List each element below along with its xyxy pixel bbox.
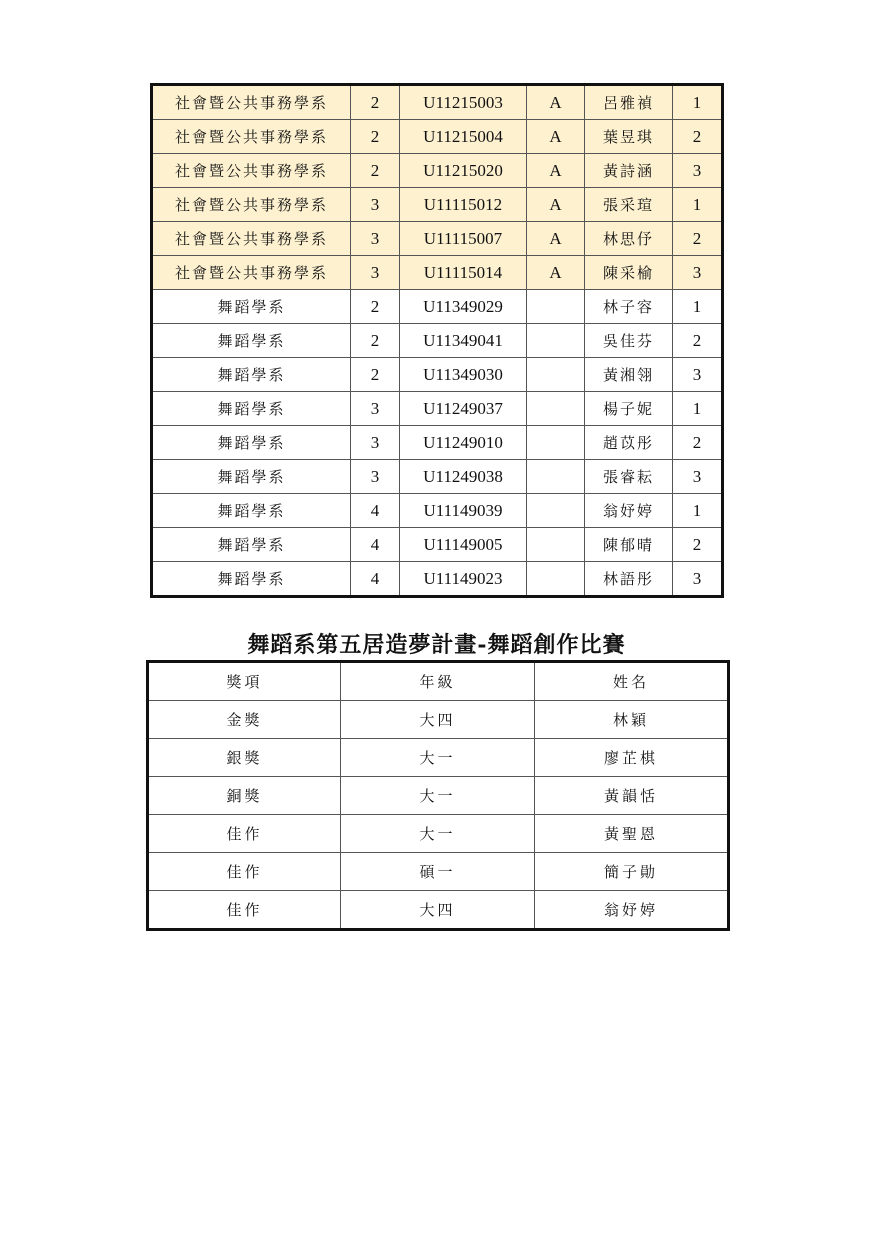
class-cell: A	[527, 188, 585, 222]
table-row	[152, 494, 723, 528]
table-row	[152, 358, 723, 392]
rank-cell: 3	[673, 256, 723, 290]
class-cell	[527, 324, 585, 358]
student-id-cell: U11349029	[400, 290, 527, 324]
rank-cell: 1	[673, 392, 723, 426]
name-cell: 黃韻恬	[535, 777, 729, 815]
grade-cell: 大四	[341, 891, 535, 930]
name-cell: 吳佳芬	[585, 324, 673, 358]
rank-cell: 2	[673, 426, 723, 460]
table-row	[152, 188, 723, 222]
table-row	[152, 222, 723, 256]
class-cell	[527, 562, 585, 597]
grade-cell: 3	[351, 392, 400, 426]
table-row	[148, 815, 729, 853]
grade-cell: 3	[351, 222, 400, 256]
class-cell	[527, 290, 585, 324]
table-row	[152, 460, 723, 494]
award-cell: 佳作	[148, 815, 341, 853]
table-row	[152, 562, 723, 597]
class-cell: A	[527, 222, 585, 256]
class-cell	[527, 392, 585, 426]
grade-cell: 大一	[341, 815, 535, 853]
grade-cell: 2	[351, 85, 400, 120]
grade-cell: 4	[351, 562, 400, 597]
table-row	[152, 256, 723, 290]
class-cell: A	[527, 85, 585, 120]
table-row	[148, 777, 729, 815]
rank-cell: 3	[673, 562, 723, 597]
grade-cell: 2	[351, 324, 400, 358]
header-grade: 年級	[341, 662, 535, 701]
rank-cell: 2	[673, 528, 723, 562]
table-row	[152, 120, 723, 154]
table-row	[148, 891, 729, 930]
class-cell	[527, 528, 585, 562]
name-cell: 林子容	[585, 290, 673, 324]
class-cell	[527, 426, 585, 460]
name-cell: 林語彤	[585, 562, 673, 597]
student-id-cell: U11349030	[400, 358, 527, 392]
student-id-cell: U11115007	[400, 222, 527, 256]
class-cell	[527, 460, 585, 494]
grade-cell: 大四	[341, 701, 535, 739]
grade-cell: 3	[351, 256, 400, 290]
competition-title: 舞蹈系第五居造夢計畫-舞蹈創作比賽	[247, 632, 626, 658]
award-cell: 銅獎	[148, 777, 341, 815]
table-row	[152, 85, 723, 120]
class-cell	[527, 494, 585, 528]
award-cell: 金獎	[148, 701, 341, 739]
department-cell: 舞蹈學系	[152, 528, 351, 562]
award-cell: 佳作	[148, 853, 341, 891]
table-row	[148, 739, 729, 777]
rank-cell: 2	[673, 324, 723, 358]
table-row	[152, 324, 723, 358]
rank-cell: 2	[673, 222, 723, 256]
name-cell: 黃聖恩	[535, 815, 729, 853]
name-cell: 呂雅禎	[585, 85, 673, 120]
grade-cell: 2	[351, 120, 400, 154]
grade-cell: 4	[351, 494, 400, 528]
name-cell: 翁妤婷	[535, 891, 729, 930]
table-row	[148, 701, 729, 739]
department-cell: 舞蹈學系	[152, 290, 351, 324]
student-id-cell: U11249037	[400, 392, 527, 426]
rank-cell: 1	[673, 494, 723, 528]
name-cell: 趙苡彤	[585, 426, 673, 460]
student-id-cell: U11149005	[400, 528, 527, 562]
department-cell: 社會暨公共事務學系	[152, 256, 351, 290]
student-id-cell: U11149023	[400, 562, 527, 597]
student-id-cell: U11215004	[400, 120, 527, 154]
name-cell: 林思伃	[585, 222, 673, 256]
grade-cell: 3	[351, 426, 400, 460]
name-cell: 楊子妮	[585, 392, 673, 426]
student-id-cell: U11149039	[400, 494, 527, 528]
department-cell: 社會暨公共事務學系	[152, 222, 351, 256]
grade-cell: 2	[351, 358, 400, 392]
department-cell: 舞蹈學系	[152, 358, 351, 392]
name-cell: 林穎	[535, 701, 729, 739]
department-cell: 社會暨公共事務學系	[152, 85, 351, 120]
name-cell: 陳采榆	[585, 256, 673, 290]
rank-cell: 1	[673, 85, 723, 120]
name-cell: 簡子勛	[535, 853, 729, 891]
rank-cell: 1	[673, 188, 723, 222]
department-cell: 社會暨公共事務學系	[152, 154, 351, 188]
rank-cell: 2	[673, 120, 723, 154]
grade-cell: 碩一	[341, 853, 535, 891]
department-cell: 社會暨公共事務學系	[152, 188, 351, 222]
student-id-cell: U11115012	[400, 188, 527, 222]
enrollment-table	[150, 83, 724, 598]
grade-cell: 大一	[341, 739, 535, 777]
rank-cell: 3	[673, 154, 723, 188]
department-cell: 社會暨公共事務學系	[152, 120, 351, 154]
department-cell: 舞蹈學系	[152, 562, 351, 597]
grade-cell: 2	[351, 154, 400, 188]
competition-results-table	[146, 660, 730, 931]
class-cell: A	[527, 120, 585, 154]
name-cell: 廖芷棋	[535, 739, 729, 777]
header-award: 獎項	[148, 662, 341, 701]
table-row	[152, 426, 723, 460]
student-id-cell: U11249038	[400, 460, 527, 494]
grade-cell: 3	[351, 188, 400, 222]
student-id-cell: U11249010	[400, 426, 527, 460]
award-cell: 佳作	[148, 891, 341, 930]
name-cell: 張采瑄	[585, 188, 673, 222]
department-cell: 舞蹈學系	[152, 426, 351, 460]
table-row	[152, 154, 723, 188]
grade-cell: 大一	[341, 777, 535, 815]
class-cell: A	[527, 256, 585, 290]
student-id-cell: U11115014	[400, 256, 527, 290]
grade-cell: 2	[351, 290, 400, 324]
grade-cell: 3	[351, 460, 400, 494]
student-id-cell: U11349041	[400, 324, 527, 358]
table-row	[152, 528, 723, 562]
department-cell: 舞蹈學系	[152, 392, 351, 426]
department-cell: 舞蹈學系	[152, 324, 351, 358]
header-row	[148, 662, 729, 701]
name-cell: 葉昱琪	[585, 120, 673, 154]
award-cell: 銀獎	[148, 739, 341, 777]
class-cell: A	[527, 154, 585, 188]
rank-cell: 3	[673, 358, 723, 392]
class-cell	[527, 358, 585, 392]
table-row	[152, 290, 723, 324]
student-id-cell: U11215003	[400, 85, 527, 120]
name-cell: 翁妤婷	[585, 494, 673, 528]
name-cell: 黃詩涵	[585, 154, 673, 188]
rank-cell: 1	[673, 290, 723, 324]
department-cell: 舞蹈學系	[152, 460, 351, 494]
table-row	[148, 853, 729, 891]
name-cell: 黃湘翎	[585, 358, 673, 392]
student-id-cell: U11215020	[400, 154, 527, 188]
rank-cell: 3	[673, 460, 723, 494]
name-cell: 陳郁晴	[585, 528, 673, 562]
table-row	[152, 392, 723, 426]
name-cell: 張睿耘	[585, 460, 673, 494]
header-name: 姓名	[535, 662, 729, 701]
grade-cell: 4	[351, 528, 400, 562]
department-cell: 舞蹈學系	[152, 494, 351, 528]
